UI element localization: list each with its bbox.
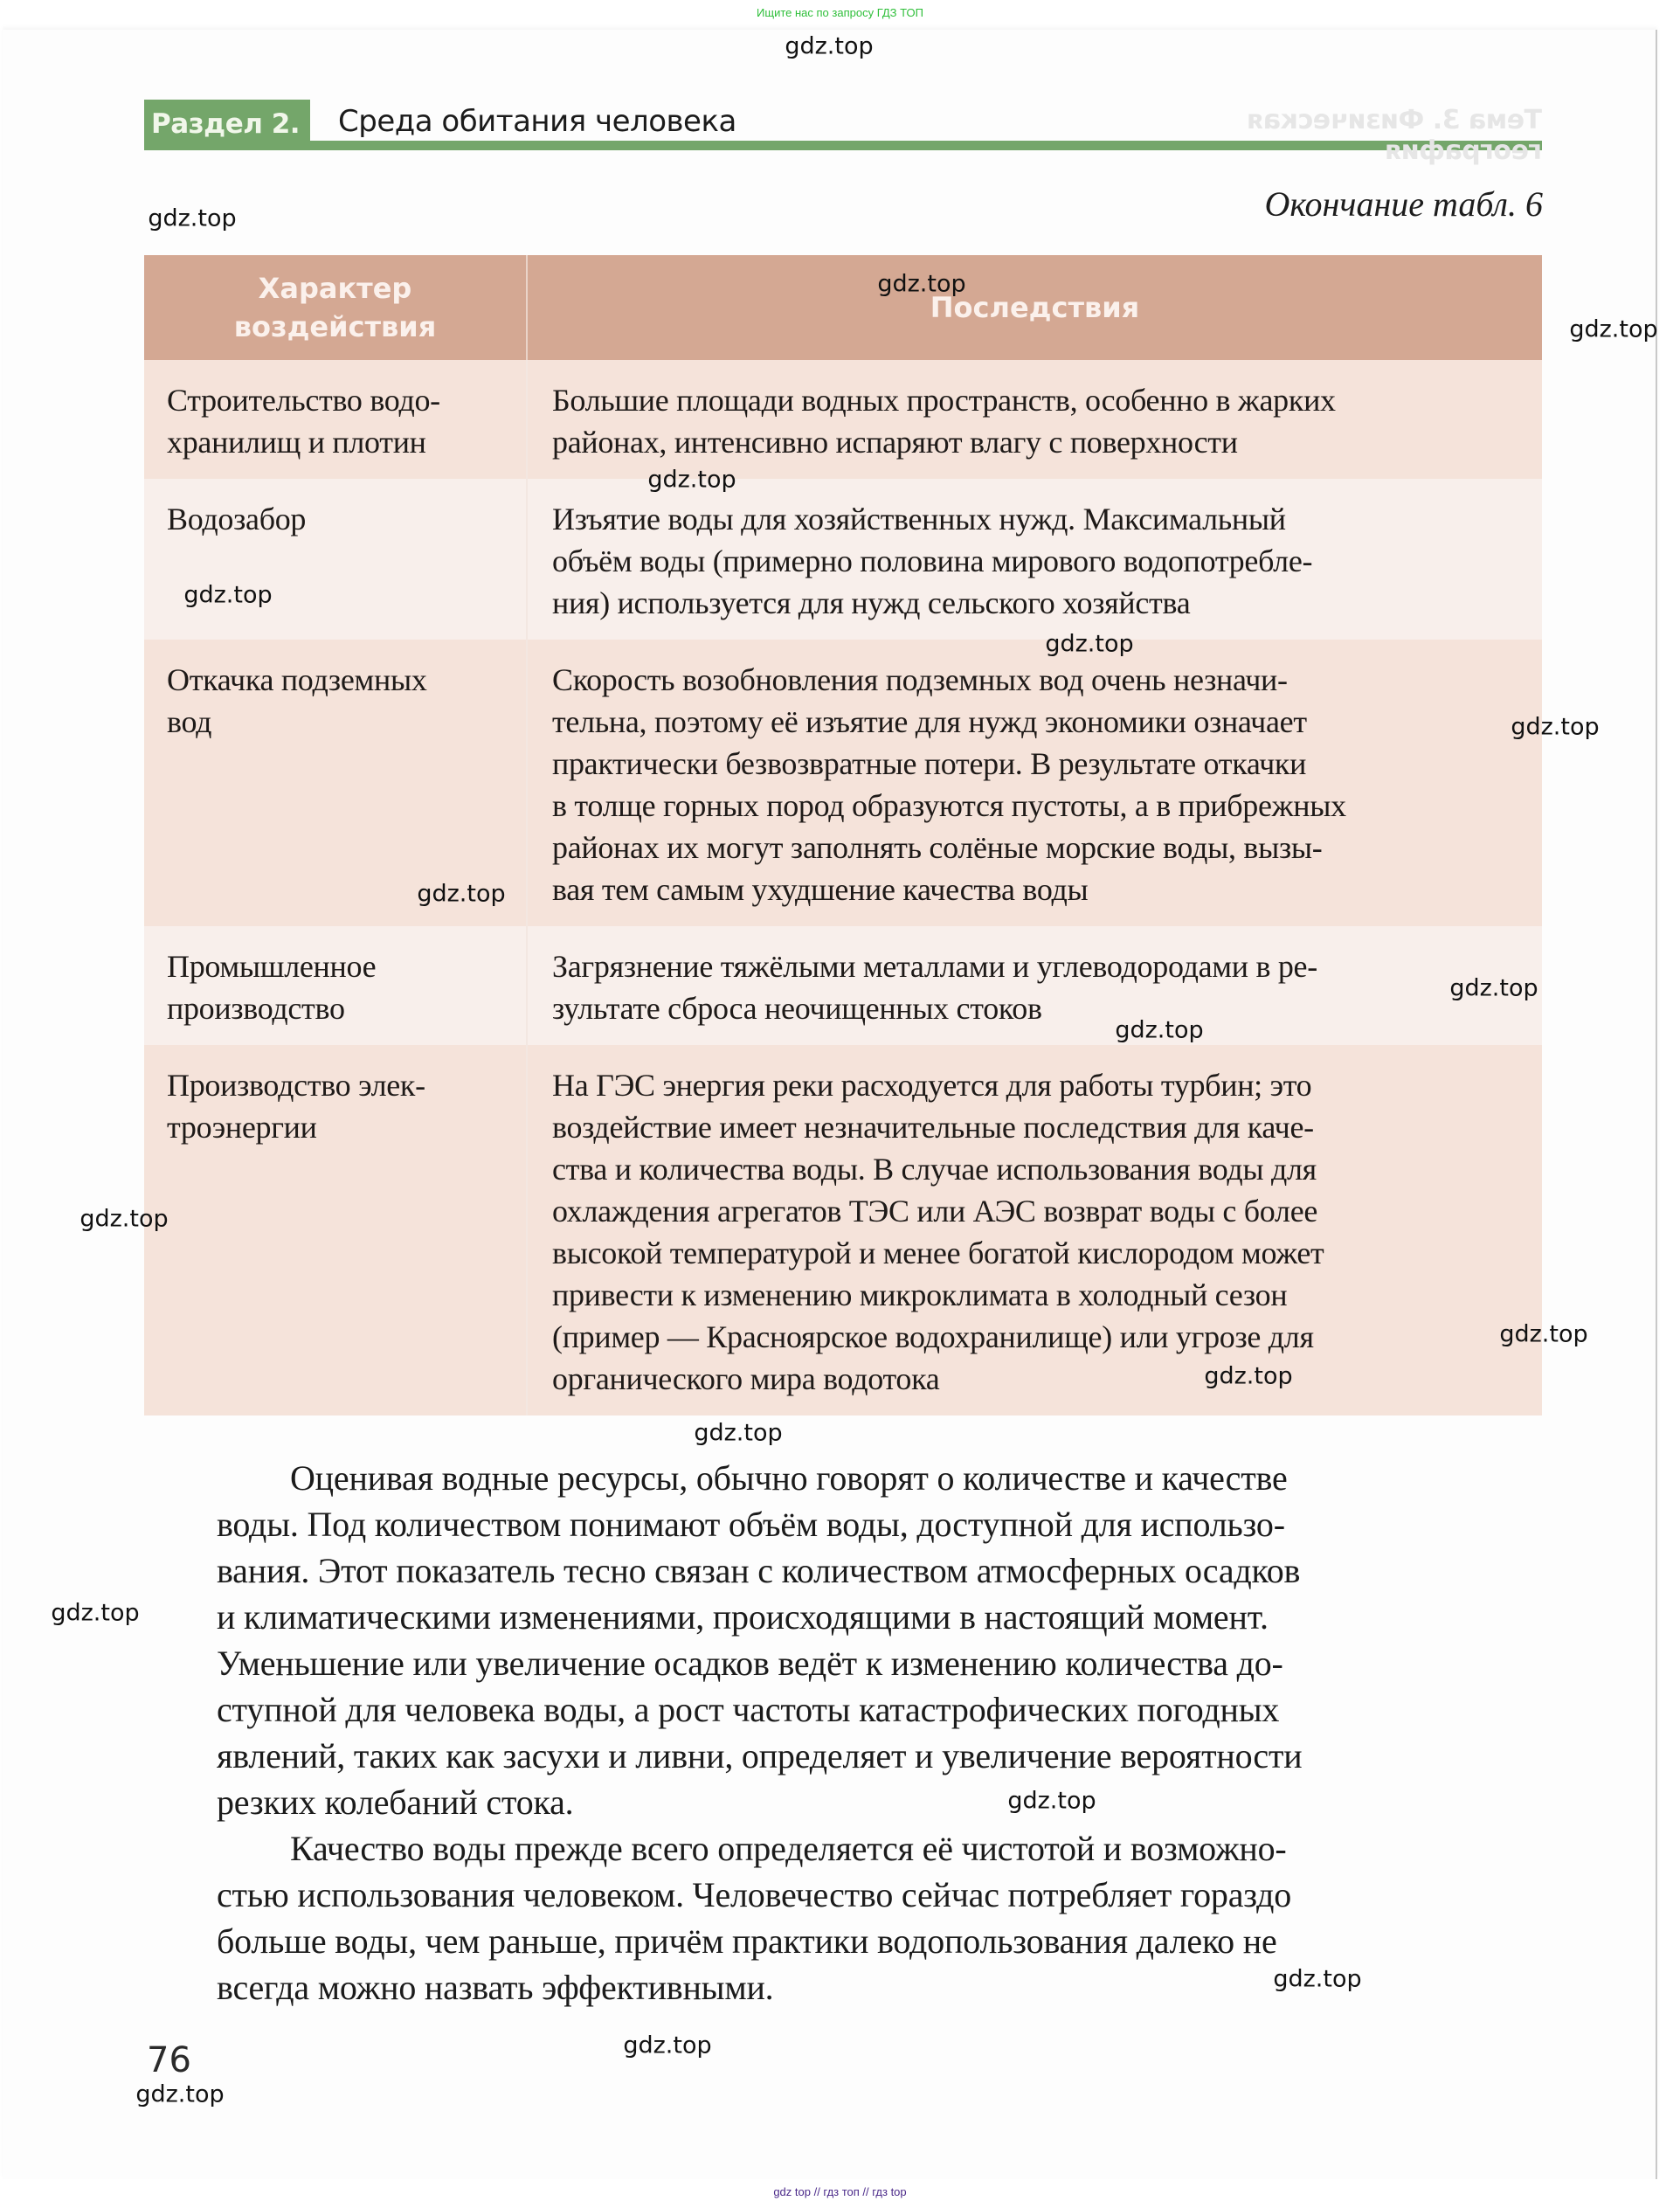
watermark: gdz.top	[1045, 630, 1134, 658]
impact-cell: Промышленное производство	[144, 926, 527, 1045]
bottom-banner: gdz top // гдз топ // гдз top	[0, 2179, 1680, 2208]
body-text	[217, 1455, 1545, 2011]
watermark: gdz.top	[647, 466, 736, 494]
watermark: gdz.top	[1273, 1965, 1362, 1993]
watermark: gdz.top	[1569, 315, 1658, 343]
bleed-through-topic: Тема 3. Физическая география	[1247, 105, 1542, 166]
watermark: gdz.top	[51, 1599, 140, 1627]
watermark: gdz.top	[1115, 1016, 1204, 1044]
consequence-cell: Большие площади водных пространств, особенно в жарких районах, интенсивно испаряют влагу с поверхности	[527, 360, 1542, 479]
impact-cell: Откачка подземных вод	[144, 640, 527, 926]
watermark: gdz.top	[694, 1419, 783, 1447]
paragraph: Оценивая водные ресурсы, обычно говорят о количестве и качестве воды. Под количеством понимают объём воды, доступной для использо- вания. Этот показатель тесно связан с количеством атмосферных осадков и климатическими изменениями, происходящими в настоящий момент. Уменьшение или увеличение осадков ведёт к изменению количества до- ступной для человека воды, а рост частоты катастрофических погодных явлений, таких как засухи и ливни, определяет и увеличение вероятности резких колебаний стока.	[217, 1458, 1303, 1822]
watermark: gdz.top	[1449, 974, 1538, 1002]
paragraph: Качество воды прежде всего определяется её чистотой и возможно- стью использования человеком. Человечество сейчас потребляет гораздо больше воды, чем раньше, причём практики водопользования далеко не всегда можно назвать эффективными.	[217, 1829, 1292, 2007]
section-label: Раздел 2.	[144, 100, 310, 150]
section-title: Среда обитания человека	[338, 104, 736, 139]
consequence-cell: Загрязнение тяжёлыми металлами и углеводородами в ре- зультате сброса неочищенных стоков	[527, 926, 1542, 1045]
impact-cell: Производство элек- троэнергии	[144, 1045, 527, 1415]
watermark: gdz.top	[1511, 713, 1600, 741]
table-row	[144, 926, 1542, 1045]
table-row	[144, 360, 1542, 479]
impact-table	[144, 255, 1542, 1415]
watermark: gdz.top	[135, 2080, 225, 2108]
header-impact: Характер воздействия	[144, 255, 527, 360]
watermark: gdz.top	[1204, 1362, 1293, 1390]
impact-cell: Строительство водо- хранилищ и плотин	[144, 360, 527, 479]
watermark: gdz.top	[623, 2031, 712, 2059]
page-number: 76	[147, 2040, 191, 2080]
table-caption: Окончание табл. 6	[1264, 184, 1543, 224]
watermark: gdz.top	[1499, 1320, 1588, 1348]
table-row	[144, 640, 1542, 926]
consequence-cell: На ГЭС энергия реки расходуется для работы турбин; это воздействие имеет незначительные последствия для каче- ства и количества воды. В случае использования воды для охлаждения агрегатов ТЭС или АЭС возврат воды с более высокой температурой и менее богатой кислородом может привести к изменению микроклимата в холодный сезон (пример — Красноярское водохранилище) или угрозе для органического мира водотока	[527, 1045, 1542, 1415]
watermark: gdz.top	[785, 32, 874, 60]
table-header-row	[144, 255, 1542, 360]
header-consequences: Последствия	[527, 255, 1542, 360]
watermark: gdz.top	[183, 581, 273, 609]
consequence-cell: Изъятие воды для хозяйственных нужд. Максимальный объём воды (примерно половина мирового водопотребле- ния) используется для нужд сельского хозяйства	[527, 479, 1542, 640]
top-banner: Ищите нас по запросу ГДЗ ТОП	[757, 6, 923, 19]
watermark: gdz.top	[1007, 1787, 1096, 1815]
impact-cell: Водозабор	[144, 479, 527, 640]
table-row	[144, 1045, 1542, 1415]
watermark: gdz.top	[148, 204, 237, 232]
table-row	[144, 479, 1542, 640]
watermark: gdz.top	[877, 270, 966, 298]
watermark: gdz.top	[417, 880, 506, 908]
section-header	[144, 100, 1542, 166]
watermark: gdz.top	[80, 1205, 169, 1233]
consequence-cell: Скорость возобновления подземных вод очень незначи- тельна, поэтому её изъятие для нужд экономики означает практически безвозвратные потери. В результате откачки в толще горных пород образуются пустоты, а в прибрежных районах их могут заполнять солёные морские воды, вызы- вая тем самым ухудшение качества воды	[527, 640, 1542, 926]
